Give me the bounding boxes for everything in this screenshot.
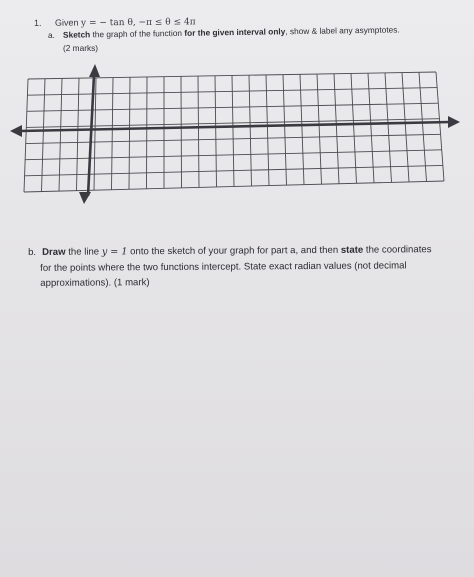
grid-vertical-line bbox=[24, 79, 28, 192]
grid-vertical-line bbox=[198, 76, 199, 187]
grid-vertical-line bbox=[402, 73, 409, 182]
part-a-letter: a. bbox=[47, 29, 55, 40]
given-label: Given bbox=[54, 17, 79, 28]
grid-vertical-line bbox=[181, 76, 182, 188]
part-a-verb: Sketch bbox=[62, 29, 91, 40]
question-number: 1. bbox=[33, 17, 42, 28]
part-b-text-3: the coordinates bbox=[365, 244, 432, 256]
part-b-instruction bbox=[28, 242, 460, 292]
grid-vertical-line bbox=[266, 75, 269, 186]
part-a-marks: (2 marks) bbox=[63, 43, 99, 53]
grid-vertical-line bbox=[351, 73, 357, 183]
part-a-bold-phrase: for the given interval only bbox=[184, 26, 286, 38]
grid-vertical-line bbox=[436, 72, 444, 181]
part-b-verb-2: state bbox=[340, 244, 364, 256]
grid-vertical-line bbox=[147, 77, 148, 189]
grid-vertical-line bbox=[215, 76, 217, 187]
part-b-text-2: onto the sketch of your graph for part a, and then bbox=[130, 244, 339, 258]
y-axis-up-arrow bbox=[89, 64, 100, 77]
grid-vertical-line bbox=[232, 76, 234, 187]
function-definition: y = − tan θ, −π ≤ θ ≤ 4π bbox=[80, 17, 196, 29]
part-b-line-3: approximations). (1 mark) bbox=[40, 277, 150, 289]
part-a-text-2: , show & label any asymptotes. bbox=[285, 24, 400, 37]
grid-vertical-line bbox=[334, 74, 339, 184]
grid-vertical-line bbox=[249, 75, 252, 186]
grid-vertical-line bbox=[42, 79, 46, 192]
part-b-line-equation: y = 1 bbox=[101, 246, 128, 258]
part-b-letter: b. bbox=[28, 246, 37, 258]
grid-vertical-line bbox=[112, 78, 114, 190]
part-a-text-1: the graph of the function bbox=[92, 27, 183, 40]
x-axis-right-arrow bbox=[448, 116, 460, 128]
part-b-verb: Draw bbox=[42, 246, 66, 258]
grid-vertical-line bbox=[283, 75, 287, 186]
grid-vertical-line bbox=[419, 72, 427, 181]
part-b-text-1: the line bbox=[68, 246, 100, 258]
grid-lines bbox=[24, 72, 444, 192]
grid-vertical-line bbox=[300, 74, 304, 184]
grid-vertical-line bbox=[368, 73, 374, 183]
grid-vertical-line bbox=[59, 78, 62, 191]
grid-vertical-line bbox=[77, 78, 80, 191]
grid-vertical-line bbox=[129, 77, 130, 189]
y-axis bbox=[88, 75, 94, 196]
part-b-line-2: for the points where the two functions intercept. State exact radian values (not decimal bbox=[40, 259, 407, 274]
y-axis-down-arrow bbox=[79, 192, 91, 204]
grid-vertical-line bbox=[317, 74, 322, 184]
x-axis-left-arrow bbox=[10, 125, 22, 137]
grid-vertical-line bbox=[385, 73, 392, 183]
